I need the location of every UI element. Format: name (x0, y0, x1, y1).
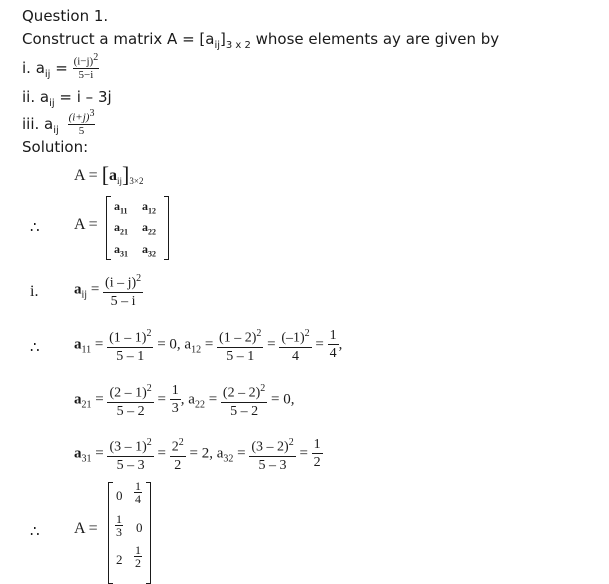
result-matrix-right-bracket (146, 482, 151, 584)
question-title: Question 1. (22, 7, 109, 25)
result-cell-r3c2: $\frac{1}{2}$ (135, 543, 141, 570)
result-cell-r1c1: 0 (116, 488, 123, 503)
part-iii-fraction: $\frac{(i+j)^3}{5}$ (68, 108, 95, 137)
part-i-label: i. (30, 283, 39, 300)
part-i-formula: $a_{ij}$ = $\frac{(i - j)^2}{5 - i}$ (74, 270, 143, 310)
result-cell-r2c2: 0 (136, 520, 143, 535)
row-a11-a12: $a_{11}$ = $\frac{(1 - 1)^2}{5 - 1}$ = 0, $a_{12}$ = $\frac{(1 - 2)^2}{5 - 1}$ = $\frac{(-1)^2}{4}$ = $\frac{1}{4}$ , (74, 325, 342, 365)
question-statement: Construct a matrix $A = [a_{ij}]_{3 x 2}$ whose elements ay are given by (22, 30, 500, 51)
general-matrix-right-bracket (164, 196, 169, 260)
result-cell-r3c1: 2 (116, 552, 123, 567)
result-matrix-left-bracket (108, 482, 113, 584)
matrix-cell-a22: $a_{22}$ (142, 220, 156, 237)
row-a21-a22: $a_{21}$ = $\frac{(2 - 1)^2}{5 - 2}$ = $\frac{1}{3}$ , $a_{22}$ = $\frac{(2 - 2)^2}{5 - 2}$ = 0, (74, 380, 294, 420)
result-cell-r1c2: $\frac{1}{4}$ (135, 479, 141, 506)
general-matrix-left-bracket (106, 196, 111, 260)
matrix-cell-a32: $a_{32}$ (142, 242, 156, 259)
matrix-definition: $A = [a_{ij}]_{3\times 2}$ (74, 162, 144, 187)
therefore-symbol-3: ∴ (30, 524, 40, 540)
result-matrix-lhs: A = (74, 520, 98, 537)
matrix-cell-a12: $a_{12}$ (142, 199, 156, 216)
therefore-symbol-2: ∴ (30, 340, 40, 356)
general-matrix-lhs: A = (74, 216, 98, 233)
question-part-iii: iii. $a_{ij}$ $\frac{(i+j)^3}{5}$ (22, 108, 95, 137)
matrix-cell-a31: $a_{31}$ (114, 242, 128, 259)
part-i-fraction: $\frac{(i-j)^2}{5-i}$ (73, 52, 99, 81)
question-part-i: i. $a_{ij}$ = $\frac{(i-j)^2}{5-i}$ (22, 52, 99, 81)
question-part-ii: ii. $a_{ij} = i - 3j$ (22, 88, 112, 109)
row-a31-a32: $a_{31}$ = $\frac{(3 - 1)^2}{5 - 3}$ = $\frac{2^2}{2}$ = 2, $a_{32}$ = $\frac{(3 - 2)^2}{5 - 3}$ = $\frac{1}{2}$ (74, 434, 323, 474)
therefore-symbol-1: ∴ (30, 220, 40, 236)
result-cell-r2c1: $\frac{1}{3}$ (116, 512, 122, 539)
matrix-cell-a11: $a_{11}$ (114, 199, 128, 216)
solution-label: Solution: (22, 138, 89, 156)
matrix-cell-a21: $a_{21}$ (114, 220, 128, 237)
